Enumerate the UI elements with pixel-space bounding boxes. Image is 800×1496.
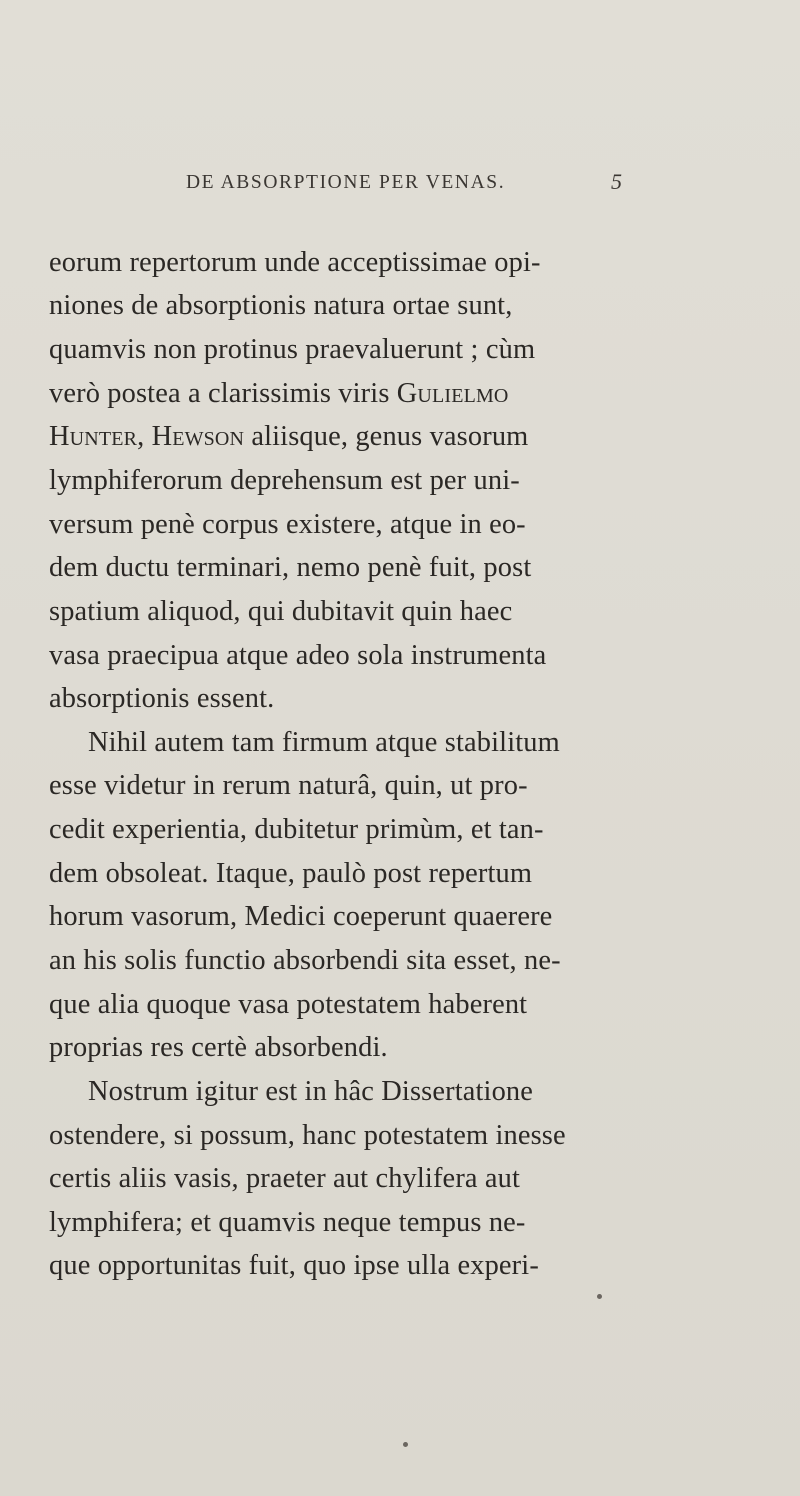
text-line: Hunter, Hewson aliisque, genus vasorum bbox=[49, 421, 529, 452]
running-title: DE ABSORPTIONE PER VENAS. bbox=[186, 172, 506, 193]
paper-speck bbox=[597, 1294, 602, 1299]
page-number: 5 bbox=[611, 169, 622, 194]
text-line: vasa praecipua atque adeo sola instrumenta bbox=[49, 640, 547, 671]
text-line: lymphiferorum deprehensum est per uni- bbox=[49, 465, 520, 496]
text-line: verò postea a clarissimis viris Gulielmo bbox=[49, 378, 509, 409]
text-line: spatium aliquod, qui dubitavit quin haec bbox=[49, 596, 513, 627]
text-line: proprias res certè absorbendi. bbox=[49, 1032, 388, 1063]
text-line: absorptionis essent. bbox=[49, 683, 275, 714]
text-line: lymphifera; et quamvis neque tempus ne- bbox=[49, 1207, 526, 1238]
text-line: dem ductu terminari, nemo penè fuit, post bbox=[49, 552, 532, 583]
text-line: horum vasorum, Medici coeperunt quaerere bbox=[49, 901, 553, 932]
text-line: eorum repertorum unde acceptissimae opi- bbox=[49, 247, 541, 278]
name-hunter: Hunter bbox=[49, 421, 138, 452]
name-gulielmo: Gulielmo bbox=[396, 378, 509, 409]
text-line: Nihil autem tam firmum atque stabilitum bbox=[88, 727, 560, 758]
text-line: versum penè corpus existere, atque in eo- bbox=[49, 509, 526, 540]
text-line: cedit experientia, dubitetur primùm, et tan- bbox=[49, 814, 544, 845]
text-line: ostendere, si possum, hanc potestatem inesse bbox=[49, 1120, 566, 1151]
text-line: an his solis functio absorbendi sita esset, ne- bbox=[49, 945, 561, 976]
text-line: esse videtur in rerum naturâ, quin, ut pro- bbox=[49, 770, 528, 801]
text-line: que opportunitas fuit, quo ipse ulla experi- bbox=[49, 1250, 539, 1281]
text-line: niones de absorptionis natura ortae sunt, bbox=[49, 290, 513, 321]
text-line: quamvis non protinus praevaluerunt ; cùm bbox=[49, 334, 536, 365]
paper-speck bbox=[403, 1442, 408, 1447]
name-hewson: Hewson bbox=[151, 421, 245, 452]
text-line: dem obsoleat. Itaque, paulò post repertum bbox=[49, 858, 533, 889]
text-line: que alia quoque vasa potestatem haberent bbox=[49, 989, 528, 1020]
text-line: certis aliis vasis, praeter aut chylifera aut bbox=[49, 1163, 521, 1194]
text-line: Nostrum igitur est in hâc Dissertatione bbox=[88, 1076, 534, 1107]
